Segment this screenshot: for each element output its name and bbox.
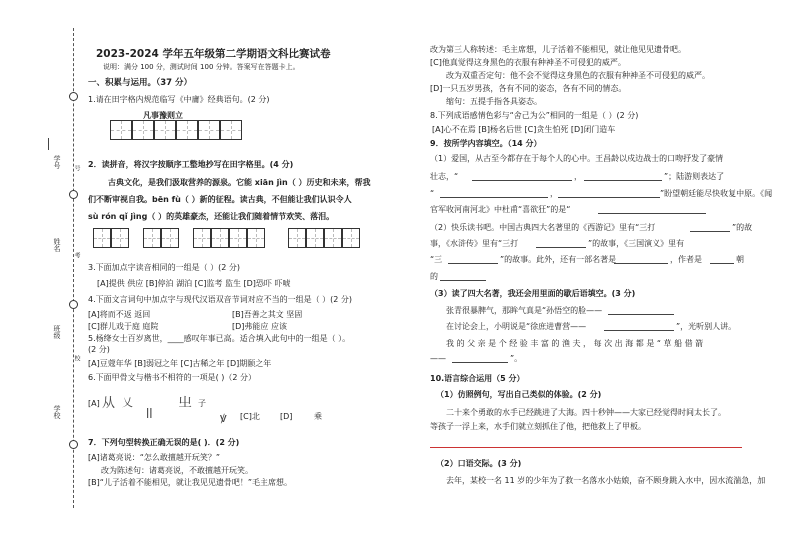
question-9-1-line-c: “ (430, 189, 435, 198)
question-6-option-d-char: 乘 (314, 412, 322, 421)
question-6: 6.下面甲骨文与楷书不相符的一项是( )（2 分） (88, 373, 257, 382)
question-5-score: (2 分) (88, 345, 110, 354)
margin-label-school: 学校 (53, 405, 61, 419)
copy-model-text: 凡事豫则立 (143, 111, 183, 120)
blank-9-3-a[interactable] (608, 314, 674, 315)
question-4-option-c: [C]群儿戏于庭 庭院 (88, 322, 159, 331)
blank-9-2-b[interactable] (536, 247, 586, 248)
question-9: 9．按所学内容填空。（14 分） (430, 139, 542, 148)
question-9-2-line-b: 事，《水浒传》里有“三打 (430, 239, 519, 248)
question-9-2-text: ”的故 (732, 223, 753, 232)
question-9-1-line-a: （1）爱国，从古至今都存在于每个人的心中。王昌龄以戍边战士的口吻抒发了豪情 (430, 154, 724, 163)
question-9-3-line-b: 在讨论会上，小明说是“徐庶进曹营—— (446, 322, 587, 331)
question-9-3: （3）读了四大名著，我还会用里面的歇后语填空。(3 分) (430, 289, 636, 298)
blank-9-2-d[interactable] (614, 263, 668, 264)
comma: ， (550, 189, 558, 198)
question-9-3-text-b: ”，光听别人讲。 (676, 322, 737, 331)
margin-label-exam: 考 (73, 252, 80, 258)
margin-label-name: 姓名 (53, 238, 61, 252)
question-9-2-line-c: “三 (430, 255, 443, 264)
question-7: 7．下列句型转换正确无误的是( )．(2 分) (88, 438, 240, 447)
question-3-options: [A]提供 供应 [B]停泊 湖泊 [C]监考 监生 [D]恐吓 吓唬 (97, 279, 291, 288)
question-9-1-line-b: 壮志，“ (430, 172, 459, 181)
binding-hole (69, 190, 78, 199)
question-9-2-dynasty: 朝 (736, 255, 744, 264)
question-1: 1.请在田字格内规范临写《中庸》经典语句。(2 分) (88, 95, 270, 104)
question-6-option-c: [C]北 (240, 412, 260, 421)
question-9-1-text-c: ”盼望朝廷能尽快收复中原。《闻 (660, 189, 773, 198)
blank-9-1-d[interactable] (558, 197, 660, 198)
question-2-line-2: 们不断审视自我。bēn fù（ ）新的征程。读古典，不但能让我们认识令人 (88, 195, 352, 204)
oracle-glyph-d: ꝟ (220, 411, 227, 426)
question-4-option-d: [D]弗能应 应该 (232, 322, 287, 331)
blank-9-2-f[interactable] (440, 280, 486, 281)
binding-hole (69, 92, 78, 101)
exam-notice: 说明：满分 100 分，测试时间 100 分钟。答案写在答题卡上。 (103, 63, 300, 71)
question-5-options: [A]豆蔻年华 [B]弱冠之年 [C]古稀之年 [D]期颐之年 (88, 359, 272, 368)
margin-label-number: 号 (73, 165, 80, 171)
question-9-1-line-d: 官军收河南河北》中杜甫“喜欲狂”的是“ (430, 205, 571, 214)
close-quote: ”。 (510, 354, 523, 363)
question-2-line-1: 古典文化，是我们汲取营养的源泉。它能 xiān jìn（ ）历史和未来，帮我 (108, 178, 371, 187)
question-9-2-text-b: ”的故事，《三国演义》里有 (588, 239, 685, 248)
oracle-glyph-a2: 乂 (122, 396, 133, 409)
question-9-3-line-c: 我 的 父 亲 是 个 经 验 丰 富 的 渔 夫 ， 每 次 出 海 都 是 “ 草 船 借 箭 (446, 339, 704, 348)
exam-title: 2023-2024 学年五年级第二学期语文科比赛试卷 (96, 48, 331, 60)
question-6-option-d-label: [D] (280, 412, 293, 421)
answer-7-c: [C]他真觉得这身黑色的衣服有种神圣不可侵犯的威严。 (430, 58, 626, 67)
question-10-2-text: 去年，某校一名 11 岁的少年为了救一名落水小姑娘，奋不顾身跳入水中，因水流湍急，加 (446, 476, 766, 485)
comma: ， (574, 172, 582, 181)
question-9-1-text: ”；陆游则表达了 (664, 172, 725, 181)
question-5: 5.杨绛女士百岁离世，____感叹年事已高。适合填入此句中的一组是（ ）。 (88, 334, 351, 343)
oracle-glyph-a: 从 (102, 396, 116, 411)
blank-9-1-c[interactable] (440, 197, 548, 198)
blank-9-2-e[interactable] (710, 263, 734, 264)
question-10-2: （2）口语交际。(3 分) (436, 459, 522, 468)
question-9-2-text-c: ”的故事。此外，还有一部名著是 (500, 255, 617, 264)
margin-label-student-id: 学号 (53, 155, 61, 169)
question-2-line-3: sù rón qǐ jìng（ ）的英雄豪杰，还能让我们随着情节欢笑、落泪。 (88, 212, 335, 221)
question-10-example-2: 等孩子一浮上来，水手们就立刻抓住了他，把他救上了甲板。 (430, 422, 646, 431)
question-3: 3.下面加点字读音相同的一组是（ ）(2 分) (88, 263, 241, 272)
answer-line-10-1[interactable] (430, 447, 742, 448)
question-4: 4.下面文言词句中加点字与现代汉语双音节词对应不当的一组是（ ）(2 分) (88, 295, 353, 304)
question-9-3-line-a: 张青很暴脾气，那眸气真是“孙悟空的脸—— (446, 306, 603, 315)
writing-grid-q1[interactable] (110, 120, 242, 142)
blank-9-1-e[interactable] (598, 213, 706, 214)
question-7-a-line-2: 改为陈述句：诸葛亮说，不敢擅越开玩笑。 (101, 466, 253, 475)
question-9-2-line-d: 的 (430, 272, 438, 281)
binding-hole (69, 440, 78, 449)
binding-hole (69, 300, 78, 309)
margin-label-class: 班级 (53, 325, 61, 339)
answer-7-d: [D]一只五岁男孩，各有不同的姿态，各有不同的情态。 (430, 84, 627, 93)
question-8-options: [A]心不在焉 [B]杨名后世 [C]贪生怕死 [D]闭门造车 (432, 125, 616, 134)
answer-7-d-rewrite: 缩句：五提手指各具姿态。 (446, 97, 542, 106)
blank-9-2-a[interactable] (690, 231, 730, 232)
blank-9-1-a[interactable] (472, 180, 572, 181)
margin-write-line[interactable] (48, 138, 57, 150)
oracle-glyph-b: ꟾꟾ (146, 408, 153, 421)
blank-9-3-b[interactable] (604, 330, 674, 331)
question-10-1: （1）仿照例句，写出自己类似的体验。(2 分) (436, 390, 602, 399)
question-8: 8.下列成语感情色彩与“舍己为公”相同的一组是（ ）(2 分) (430, 111, 639, 120)
answer-7-c-rewrite: 改为双重否定句：他不会不觉得这身黑色的衣服有种神圣不可侵犯的威严。 (446, 71, 710, 80)
blank-9-3-c[interactable] (452, 362, 508, 363)
question-4-option-b: [B]吾善之其文 坚固 (232, 310, 303, 319)
question-2: 2．读拼音，将汉字按顺序工整地抄写在田字格里。(4 分) (88, 160, 294, 169)
question-7-a-line-1: [A]诸葛亮说：“怎么敢擅越开玩笑？” (88, 453, 221, 462)
question-9-2-line-a: （2）快乐读书吧。中国古典四大名著里的《西游记》里有“三打 (430, 223, 656, 232)
question-4-option-a: [A]将而不返 返回 (88, 310, 151, 319)
answer-7-b-rewrite: 改为第三人称转述：毛主席想，儿子活着不能相见，就让他见见遗骨吧。 (430, 45, 686, 54)
question-10-example-1: 二十来个勇敢的水手已经跳进了大海。四十秒钟——大家已经觉得时间太长了。 (446, 408, 726, 417)
oracle-glyph-c: 㞢 (178, 395, 192, 411)
dash: —— (430, 354, 446, 363)
question-6-option-a-label: [A] (88, 399, 100, 408)
question-9-2-author: ，作者是 (670, 255, 702, 264)
question-7-b: [B]“儿子活着不能相见，就让我见见遗骨吧！”毛主席想。 (88, 478, 293, 487)
section-1-heading: 一、积累与运用。（37 分） (88, 78, 193, 88)
blank-9-2-c[interactable] (448, 263, 498, 264)
margin-label-school-short: 校 (73, 355, 80, 361)
writing-grid-q2[interactable] (93, 228, 393, 250)
blank-9-1-b[interactable] (584, 180, 662, 181)
question-6-option-b-char: 子 (198, 399, 206, 408)
question-10: 10.语言综合运用（5 分） (430, 374, 525, 383)
